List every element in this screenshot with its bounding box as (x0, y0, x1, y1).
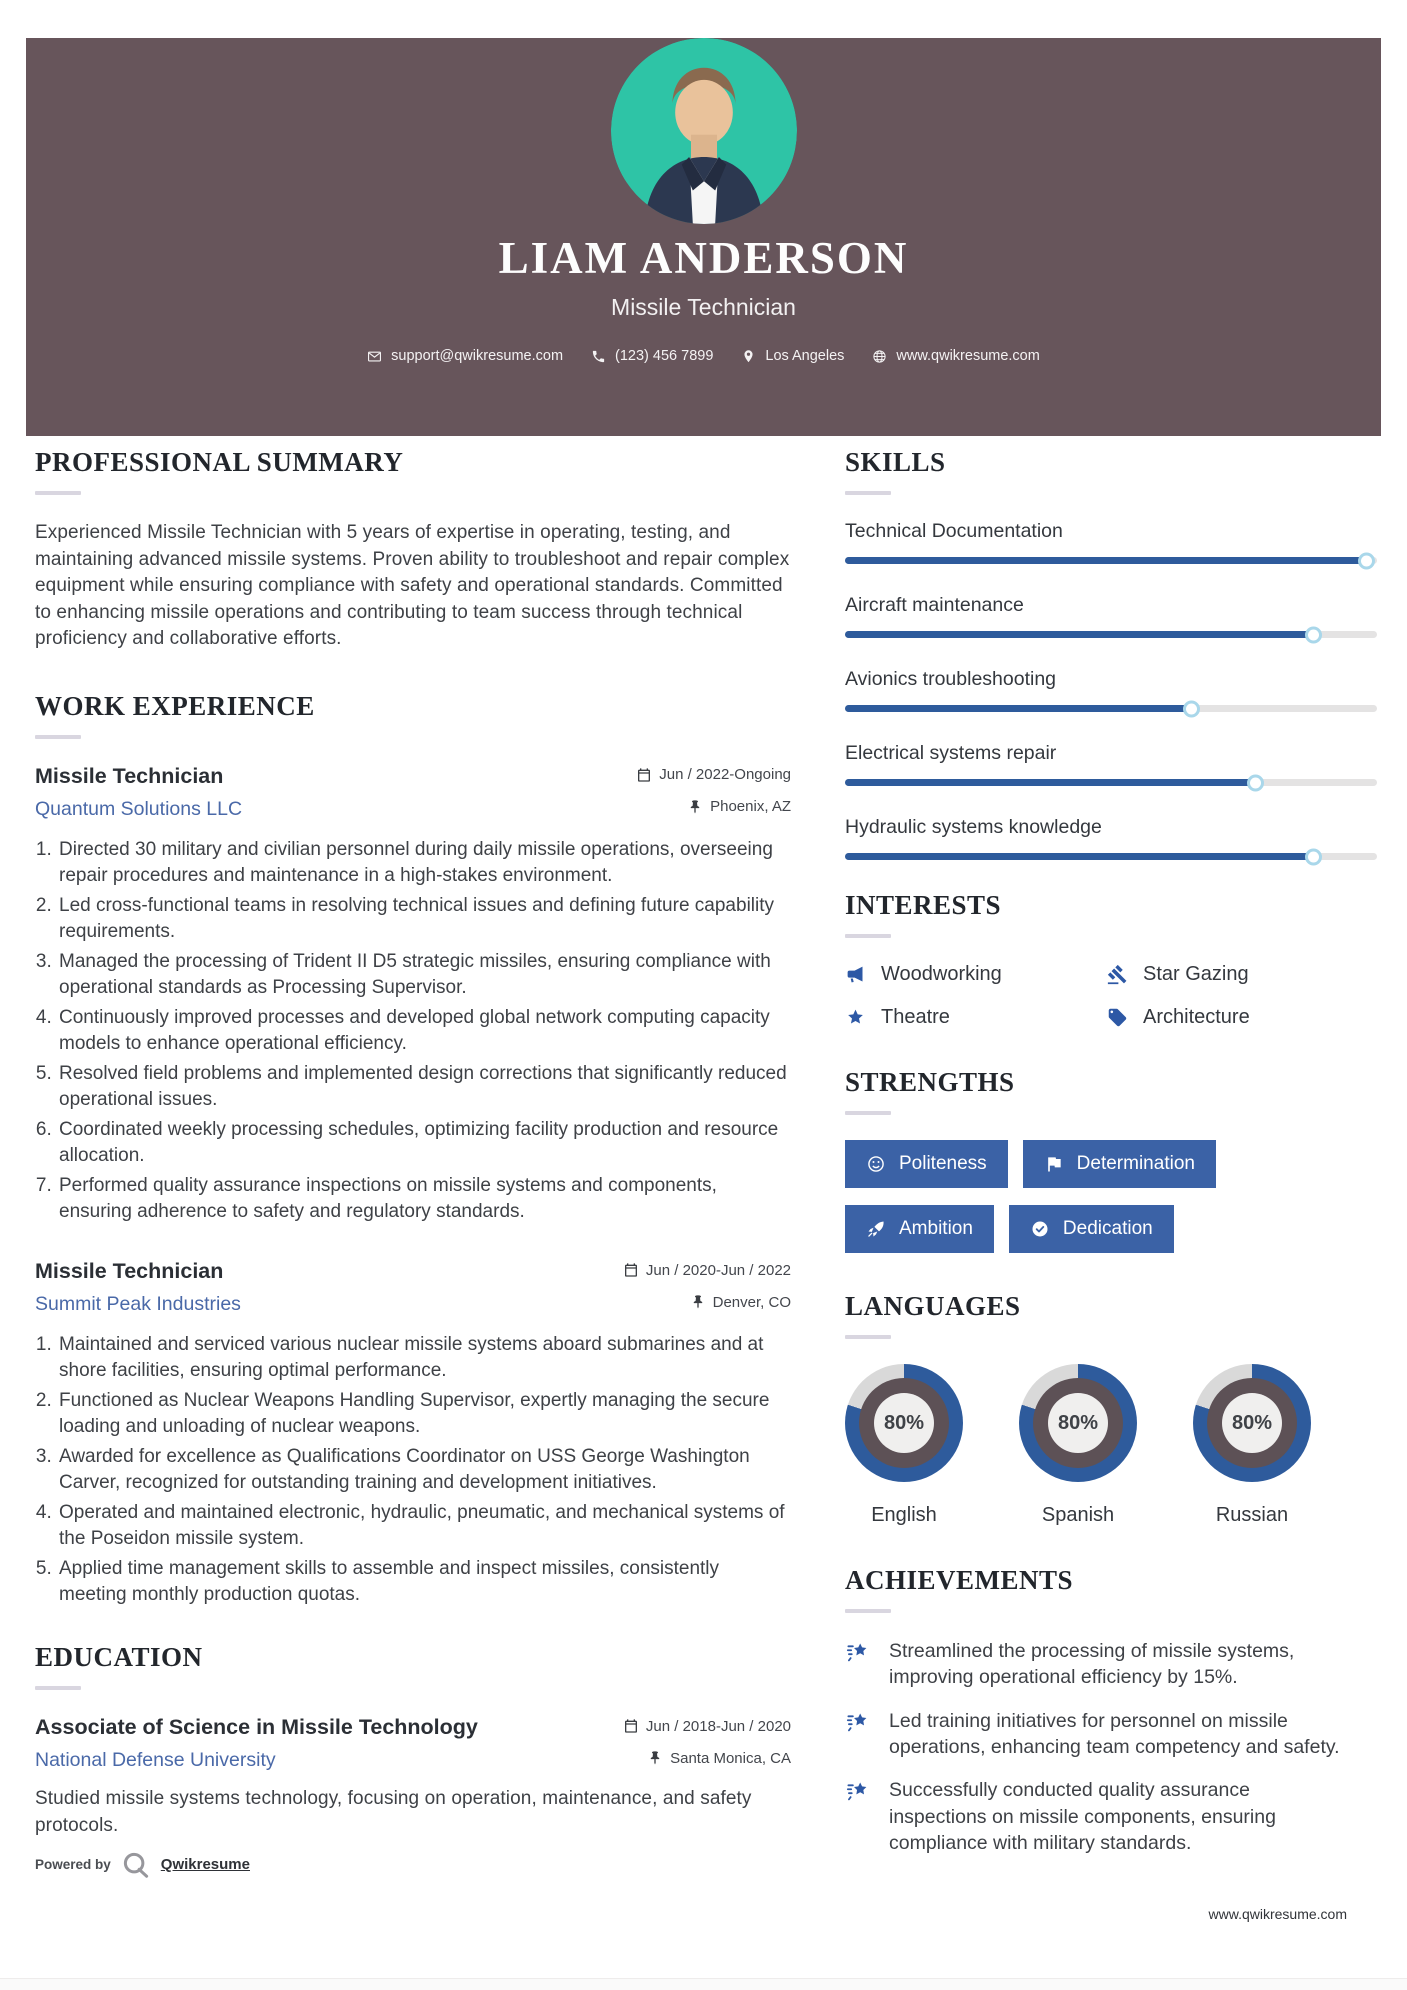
page-bottom-edge (0, 1978, 1407, 1990)
strengths-heading: STRENGTHS (845, 1067, 1015, 1097)
job-bullet: 4. Operated and maintained electronic, hydraulic, pneumatic, and mechanical systems of the Poseidon missile system. (57, 1500, 791, 1552)
skill-item (845, 742, 1377, 786)
heading-underline (845, 491, 891, 495)
school-link[interactable]: National Defense University (35, 1749, 276, 1772)
skill-slider-knob[interactable] (1358, 552, 1375, 569)
job-title: Missile Technician (35, 1259, 224, 1284)
skill-slider-fill (845, 853, 1313, 860)
strength-label: Dedication (1062, 1218, 1153, 1239)
skill-slider-knob[interactable] (1247, 774, 1264, 791)
skills-heading: SKILLS (845, 447, 946, 477)
skill-label: Hydraulic systems knowledge (845, 816, 1102, 838)
interest-label: Theatre (881, 1006, 950, 1028)
company-link[interactable]: Summit Peak Industries (35, 1293, 241, 1316)
achievement-text: Streamlined the processing of missile systems, improving operational efficiency by 15%. (889, 1640, 1295, 1689)
achievement-item (845, 1777, 1377, 1856)
contact-item[interactable] (591, 348, 713, 364)
company-link[interactable]: Quantum Solutions LLC (35, 797, 243, 820)
contact-text: Los Angeles (765, 348, 845, 364)
strength-label: Determination (1076, 1153, 1195, 1174)
calendar-icon (623, 1262, 639, 1278)
achievement-item (845, 1708, 1377, 1761)
language-donut (1019, 1364, 1137, 1482)
contact-text: www.qwikresume.com (896, 348, 1040, 364)
flag-icon (1044, 1154, 1064, 1174)
heading-underline (35, 491, 81, 495)
qwikresume-link[interactable]: Qwikresume (160, 1856, 250, 1874)
language-percent: 80% (874, 1393, 934, 1453)
summary-section (35, 447, 791, 653)
job-bullets (35, 1332, 791, 1608)
skill-slider[interactable] (845, 705, 1377, 712)
skill-slider[interactable] (845, 853, 1377, 860)
star-icon (845, 1007, 866, 1028)
shooting-star-icon (845, 1709, 872, 1736)
job-dates: Jun / 2020-Jun / 2022 (623, 1262, 791, 1279)
language-label: Spanish (1041, 1504, 1115, 1526)
summary-heading: PROFESSIONAL SUMMARY (35, 447, 404, 477)
education-section (35, 1642, 791, 1879)
language-label: English (871, 1504, 937, 1526)
language-item (1193, 1364, 1311, 1527)
calendar-icon (623, 1718, 639, 1734)
megaphone-icon (845, 964, 866, 985)
skill-label: Technical Documentation (845, 520, 1063, 542)
education-location: Santa Monica, CA (647, 1750, 791, 1767)
interest-label: Woodworking (881, 963, 1002, 985)
skill-slider-fill (845, 557, 1366, 564)
heading-underline (845, 1335, 891, 1339)
location-pin-icon (741, 349, 756, 364)
interests-heading: INTERESTS (845, 890, 1002, 920)
skill-slider-fill (845, 631, 1313, 638)
achievements-section (845, 1565, 1377, 1856)
skill-slider-fill (845, 779, 1255, 786)
skill-slider-knob[interactable] (1305, 848, 1322, 865)
strength-label: Politeness (899, 1153, 987, 1174)
strength-badge (1009, 1205, 1174, 1253)
powered-by-label: Powered by (35, 1857, 111, 1873)
heading-underline (845, 1111, 891, 1115)
language-item (1019, 1364, 1137, 1527)
achievement-item (845, 1638, 1377, 1691)
education-description: Studied missile systems technology, focusing on operation, maintenance, and safety protocols. (35, 1788, 752, 1836)
job-list (35, 764, 791, 1608)
skill-label: Electrical systems repair (845, 742, 1057, 764)
job-bullet: 1. Maintained and serviced various nuclear missile systems aboard submarines and at shore facilities, ensuring optimal performance. (57, 1332, 791, 1384)
job-bullet: 5. Resolved field problems and implemented design corrections that significantly reduced operational issues. (57, 1061, 791, 1113)
education-heading: EDUCATION (35, 1642, 203, 1673)
interest-item (1107, 1006, 1377, 1029)
job-bullet: 2. Led cross-functional teams in resolving technical issues and defining future capability requirements. (57, 893, 791, 945)
skill-list (845, 520, 1377, 860)
shooting-star-icon (845, 1639, 872, 1666)
profile-photo (611, 38, 797, 224)
job-bullets (35, 837, 791, 1225)
job-title: Missile Technician (35, 763, 224, 788)
skill-slider-knob[interactable] (1305, 626, 1322, 643)
skill-slider[interactable] (845, 631, 1377, 638)
achievement-text: Successfully conducted quality assurance inspections on missile components, ensuring compliance with military standards. (889, 1779, 1276, 1854)
skill-label: Avionics troubleshooting (845, 668, 1057, 690)
heading-underline (845, 1609, 891, 1613)
left-column (35, 447, 791, 1880)
job-dates: Jun / 2022-Ongoing (636, 766, 791, 783)
job-bullet: 2. Functioned as Nuclear Weapons Handling Supervisor, expertly managing the secure loading and unloading of nuclear weapons. (57, 1388, 791, 1440)
resume-header (26, 38, 1381, 436)
website-link[interactable]: www.qwikresume.com (1208, 1906, 1347, 1922)
language-donut (845, 1364, 963, 1482)
contact-row (26, 348, 1381, 364)
smiley-icon (866, 1154, 886, 1174)
skill-slider[interactable] (845, 557, 1377, 564)
check-circle-icon (1030, 1219, 1050, 1239)
right-column (845, 447, 1377, 1873)
strength-badge (845, 1205, 994, 1253)
interest-list (845, 963, 1377, 1029)
tag-icon (1107, 1007, 1128, 1028)
language-item (845, 1364, 963, 1527)
skill-item (845, 594, 1377, 638)
skill-item (845, 816, 1377, 860)
language-donut (1193, 1364, 1311, 1482)
contact-item[interactable] (741, 348, 844, 364)
pushpin-icon (687, 799, 703, 815)
heading-underline (35, 1686, 81, 1690)
strength-badge (1023, 1140, 1216, 1188)
languages-heading: LANGUAGES (845, 1291, 1021, 1321)
strength-label: Ambition (899, 1218, 973, 1239)
language-list (845, 1364, 1377, 1527)
qwikresume-logo-icon (121, 1850, 151, 1880)
shooting-star-icon (845, 1778, 872, 1805)
achievement-list (845, 1638, 1377, 1856)
candidate-title: Missile Technician (611, 294, 796, 320)
contact-text: (123) 456 7899 (615, 348, 714, 364)
interest-item (845, 963, 1107, 986)
envelope-icon (367, 349, 382, 364)
powered-by (35, 1850, 791, 1880)
interests-section (845, 890, 1377, 1029)
summary-text: Experienced Missile Technician with 5 years of expertise in operating, testing, and maintaining advanced missile systems. Proven ability to troubleshoot and repair complex equipment while ensuring compliance with safety and operational standards. Committed to enhancing missile operations and contributing to team success through technical proficiency and collaborative efforts. (35, 522, 790, 650)
skill-slider[interactable] (845, 779, 1377, 786)
interest-label: Architecture (1143, 1006, 1250, 1028)
job-entry (35, 1259, 791, 1608)
heading-underline (35, 735, 81, 739)
language-label: Russian (1215, 1504, 1289, 1526)
skills-section (845, 447, 1377, 860)
job-bullet: 5. Applied time management skills to assemble and inspect missiles, consistently meeting monthly production quotas. (57, 1556, 791, 1608)
gavel-icon (1107, 964, 1128, 985)
interest-label: Star Gazing (1143, 963, 1249, 985)
contact-text: support@qwikresume.com (391, 348, 564, 364)
job-bullet: 3. Awarded for excellence as Qualifications Coordinator on USS George Washington Carver, recognized for outstanding training and development initiatives. (57, 1444, 791, 1496)
contact-item[interactable] (872, 348, 1039, 364)
interest-item (1107, 963, 1377, 986)
job-bullet: 1. Directed 30 military and civilian personnel during daily missile operations, overseeing repair procedures and maintenance in a high-stakes environment. (57, 837, 791, 889)
achievements-heading: ACHIEVEMENTS (845, 1565, 1074, 1595)
strength-list (845, 1140, 1265, 1253)
rocket-icon (866, 1219, 886, 1239)
globe-icon (872, 349, 887, 364)
job-bullet: 4. Continuously improved processes and developed global network computing capacity models to enhance operational efficiency. (57, 1005, 791, 1057)
skill-label: Aircraft maintenance (845, 594, 1024, 616)
skill-item (845, 520, 1377, 564)
degree-title: Associate of Science in Missile Technology (35, 1715, 478, 1740)
strength-badge (845, 1140, 1008, 1188)
skill-slider-fill (845, 705, 1191, 712)
achievement-text: Led training initiatives for personnel on missile operations, enhancing team competency and safety. (889, 1709, 1340, 1758)
strengths-section (845, 1067, 1377, 1253)
interest-item (845, 1006, 1107, 1029)
pushpin-icon (647, 1750, 663, 1766)
pushpin-icon (690, 1294, 706, 1310)
job-bullet: 6. Coordinated weekly processing schedules, optimizing facility production and resource allocation. (57, 1117, 791, 1169)
job-bullet: 3. Managed the processing of Trident II D5 strategic missiles, ensuring compliance with operational standards as Processing Supervisor. (57, 949, 791, 1001)
experience-heading: WORK EXPERIENCE (35, 690, 315, 721)
calendar-icon (636, 767, 652, 783)
contact-item[interactable] (367, 348, 563, 364)
language-percent: 80% (1222, 1393, 1282, 1453)
candidate-name: LIAM ANDERSON (498, 233, 909, 283)
job-location: Phoenix, AZ (687, 798, 791, 815)
skill-slider-knob[interactable] (1183, 700, 1200, 717)
phone-icon (591, 349, 606, 364)
languages-section (845, 1291, 1377, 1527)
job-bullet: 7. Performed quality assurance inspections on missile systems and components, ensuring adherence to safety and regulatory standards. (57, 1173, 791, 1225)
job-entry (35, 764, 791, 1225)
language-percent: 80% (1048, 1393, 1108, 1453)
education-dates: Jun / 2018-Jun / 2020 (623, 1718, 791, 1735)
skill-item (845, 668, 1377, 712)
heading-underline (845, 934, 891, 938)
job-location: Denver, CO (690, 1294, 791, 1311)
experience-section (35, 691, 791, 1608)
